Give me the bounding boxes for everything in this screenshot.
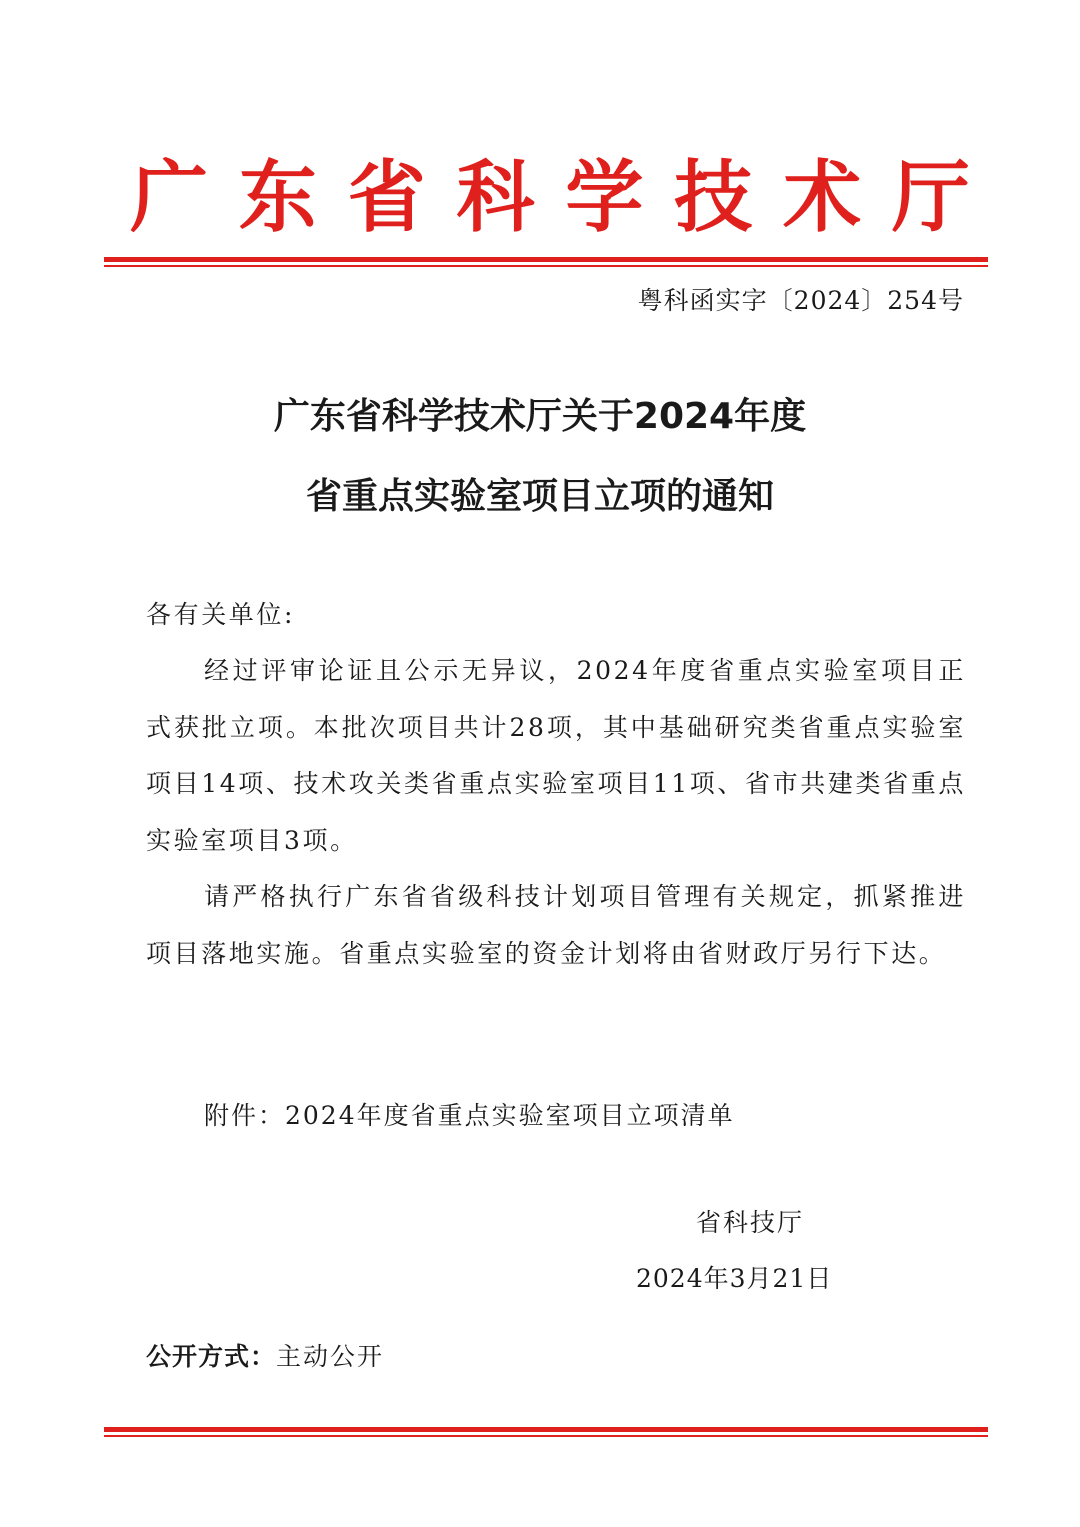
footer-divider [104,1427,988,1437]
masthead-char: 厅 [891,153,970,243]
disclosure-mode [146,1332,384,1382]
masthead-char: 东 [238,153,317,243]
salutation: 各有关单位: [146,600,296,629]
disclosure-value: 主动公开 [276,1342,385,1371]
masthead-char: 学 [565,153,644,243]
disclosure-label: 公开方式： [146,1342,277,1371]
masthead-char: 术 [783,153,862,243]
body-paragraph: 请严格执行广东省省级科技计划项目管理有关规定，抓紧推进项目落地实施。省重点实验室的资金计划将由省财政厅另行下达。 [146,882,966,968]
masthead [130,148,970,248]
masthead-char: 省 [347,153,426,243]
document-number: 粤科函实字〔2024〕254号 [637,286,964,315]
issue-date: 2024年3月21日 [636,1264,833,1293]
masthead-char: 广 [130,153,209,243]
body-paragraph: 经过评审论证且公示无异议，2024年度省重点实验室项目正式获批立项。本批次项目共计28项，其中基础研究类省重点实验室项目14项、技术攻关类省重点实验室项目11项、省市共建类省重点实验室项目3项。 [146,656,966,855]
masthead-char: 科 [456,153,535,243]
masthead-char: 技 [674,153,753,243]
masthead-divider [104,257,988,267]
document-title-line1: 广东省科学技术厅关于2024年度 [273,396,807,437]
attachment-note: 附件：2024年度省重点实验室项目立项清单 [204,1101,735,1130]
document-title-line2: 省重点实验室项目立项的通知 [305,476,774,517]
issuer-signature: 省科技厅 [696,1208,805,1237]
